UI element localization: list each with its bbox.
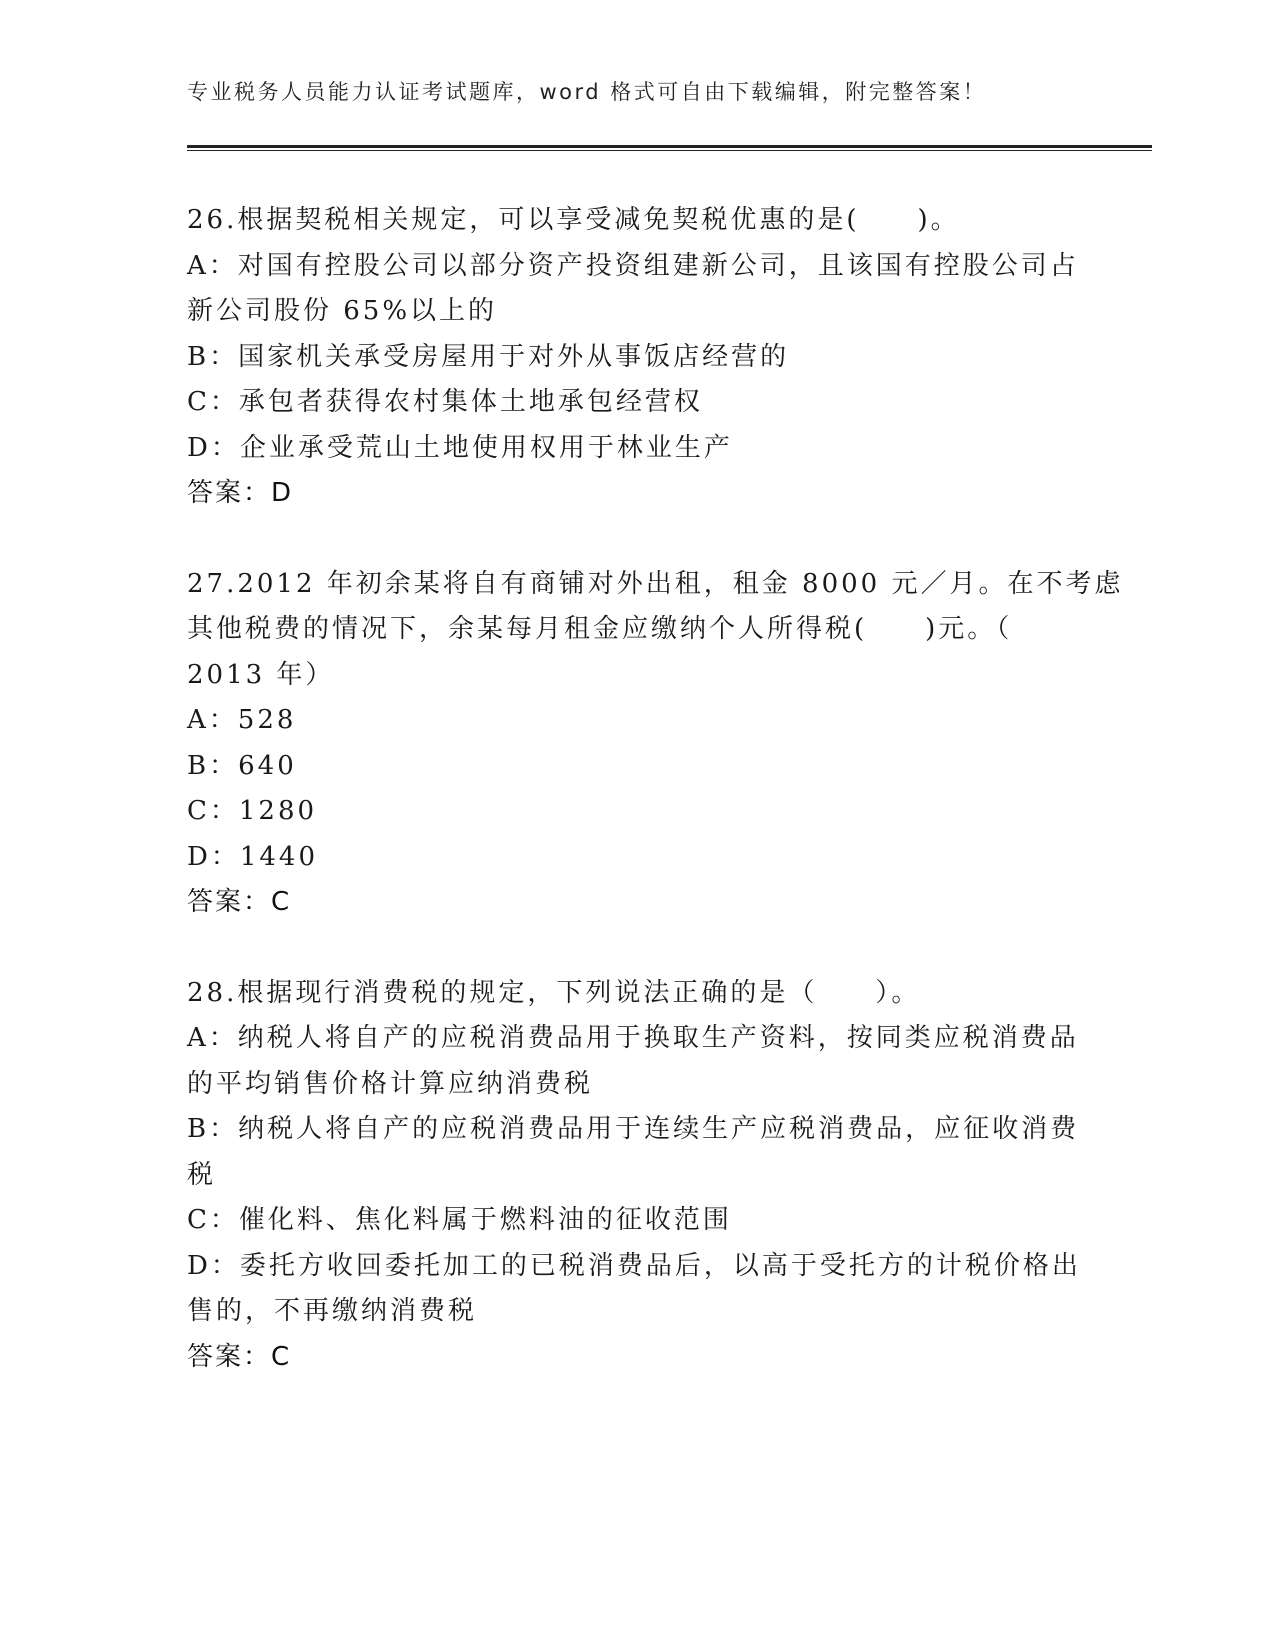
option-c-line: C：承包者获得农村集体土地承包经营权: [187, 387, 703, 417]
question-stem-line: 28.根据现行消费税的规定，下列说法正确的是（ ）。: [187, 977, 921, 1008]
question-26: [187, 198, 1087, 517]
option-d-line-cont: 售的，不再缴纳消费税: [187, 1296, 478, 1326]
question-stem-line: 26.根据契税相关规定，可以享受减免契税优惠的是( )。: [187, 205, 960, 235]
option-b-line: B：纳税人将自产的应税消费品用于连续生产应税消费品，应征收消费: [187, 1114, 1080, 1144]
answer-label: 答案：D: [187, 478, 294, 508]
option-d-line: D：1440: [187, 841, 319, 872]
option-d-line: D：委托方收回委托加工的已税消费品后，以高于受托方的计税价格出: [187, 1250, 1081, 1281]
answer-label: 答案：C: [187, 1341, 292, 1372]
page-header: 专业税务人员能力认证考试题库，word 格式可自由下载编辑，附完整答案！: [187, 80, 987, 104]
option-b-line: B：国家机关承受房屋用于对外从事饭店经营的: [187, 341, 790, 372]
question-28: [187, 971, 1087, 1381]
option-a-line-cont: 新公司股份 65%以上的: [187, 296, 498, 326]
question-stem-line-cont: 2013 年）: [187, 659, 335, 690]
question-stem-line-cont: 其他税费的情况下，余某每月租金应缴纳个人所得税( )元。（: [187, 614, 1013, 644]
option-a-line: A：对国有控股公司以部分资产投资组建新公司，且该国有控股公司占: [187, 250, 1079, 281]
question-27: [187, 562, 1124, 926]
option-c-line: C：1280: [187, 796, 318, 826]
option-a-line-cont: 的平均销售价格计算应纳消费税: [187, 1068, 594, 1099]
option-a-line: A：528: [187, 705, 297, 735]
option-b-line-cont: 税: [187, 1159, 217, 1190]
question-list: [187, 198, 1124, 1425]
header-divider: [187, 145, 1152, 151]
option-b-line: B：640: [187, 750, 297, 781]
option-c-line: C：催化料、焦化料属于燃料油的征收范围: [187, 1205, 732, 1235]
option-d-line: D：企业承受荒山土地使用权用于林业生产: [187, 432, 733, 463]
answer-label: 答案：C: [187, 887, 292, 917]
question-stem-line: 27.2012 年初余某将自有商铺对外出租，租金 8000 元／月。在不考虑: [187, 568, 1124, 599]
option-a-line: A：纳税人将自产的应税消费品用于换取生产资料，按同类应税消费品: [187, 1023, 1079, 1053]
